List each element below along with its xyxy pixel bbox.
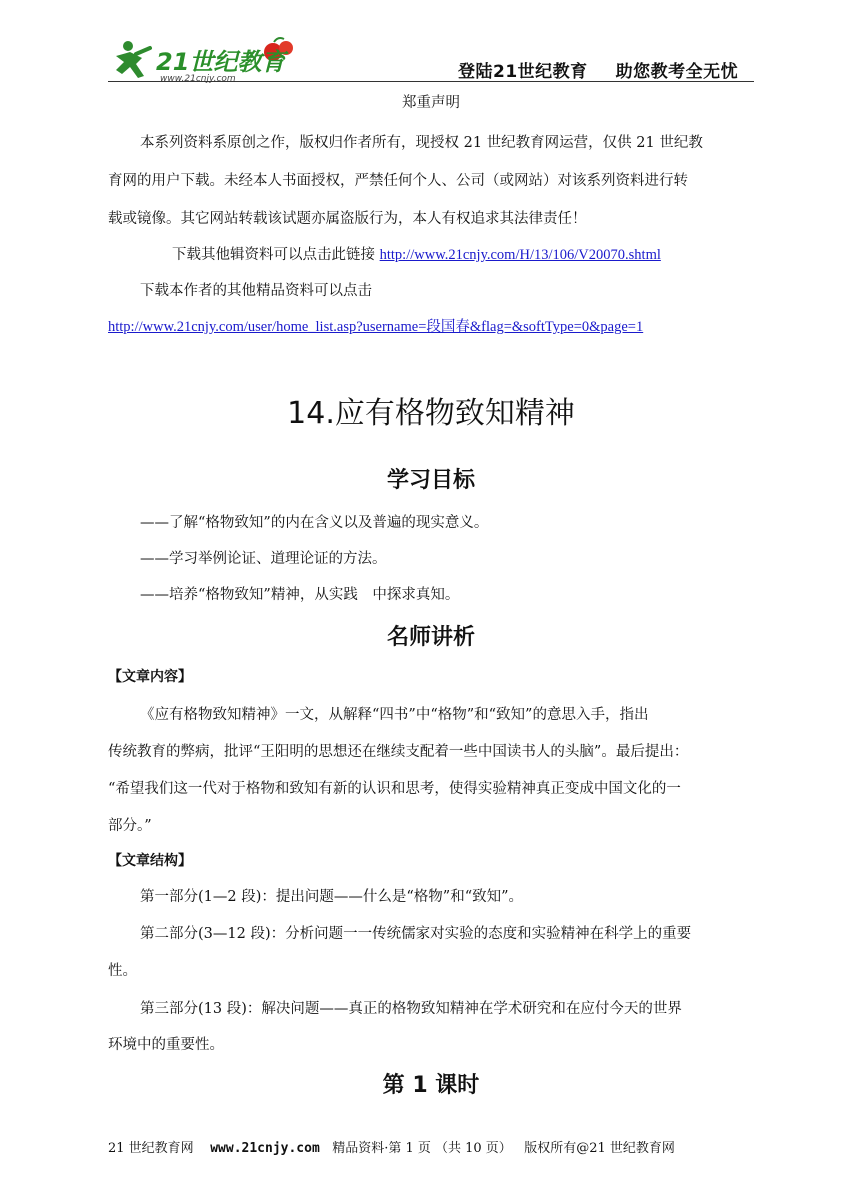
logo-url-text: www.21cnjy.com <box>160 74 236 84</box>
goals-heading: 学习目标 <box>386 468 475 493</box>
footer-page-info: 精品资料·第 1 页 （共 10 页） <box>332 1141 512 1156</box>
content-line-1: 《应有格物致知精神》一文，从解释“四书”中“格物”和“致知”的意思入手，指出 <box>140 707 649 723</box>
page-footer <box>108 1140 675 1158</box>
header-divider <box>108 81 754 82</box>
goal-item-1: ——了解“格物致知”的内在含义以及普遍的现实意义。 <box>140 515 489 531</box>
logo-text: 21世纪教育 <box>156 48 286 76</box>
slogan-right: 助您教考全无忧 <box>615 62 739 82</box>
lesson-1-heading: 第 1 课时 <box>382 1073 480 1098</box>
slogan-left: 登陆21世纪教育 <box>458 62 588 82</box>
footer-copyright: 版权所有@21 世纪教育网 <box>524 1141 675 1156</box>
structure-line-3: 性。 <box>108 963 137 979</box>
notice-line-3: 载或镜像。其它网站转载该试题亦属盗版行为，本人有权追求其法律责任！ <box>108 211 587 227</box>
download-line-2 <box>108 317 643 337</box>
download-1-label: 下载其他辑资料可以点击此链接 <box>172 247 380 263</box>
download-2-link[interactable]: http://www.21cnjy.com/user/home_list.asp?username=段国春&flag=&softType=0&page=1 <box>108 319 644 335</box>
footer-site: www.21cnjy.com <box>210 1141 320 1156</box>
lesson-title: 14.应有格物致知精神 <box>287 396 575 431</box>
content-label: 【文章内容】 <box>108 669 192 685</box>
lecture-heading: 名师讲析 <box>386 625 475 650</box>
structure-line-4: 第三部分(13 段)：解决问题——真正的格物致知精神在学术研究和在应付今天的世界 <box>140 1001 682 1017</box>
download-2-label: 下载本作者的其他精品资料可以点击 <box>140 283 372 299</box>
footer-left: 21 世纪教育网 <box>108 1141 194 1156</box>
goal-item-2: ——学习举例论证、道理论证的方法。 <box>140 551 387 567</box>
structure-label: 【文章结构】 <box>108 853 192 869</box>
download-1-link[interactable]: http://www.21cnjy.com/H/13/106/V20070.shtml <box>379 247 661 263</box>
structure-line-2: 第二部分(3—12 段)：分析问题一一传统儒家对实验的态度和实验精神在科学上的重要 <box>140 926 692 942</box>
logo-graphic <box>108 34 308 84</box>
download-line-1 <box>172 245 661 265</box>
notice-line-2: 育网的用户下载。未经本人书面授权，严禁任何个人、公司（或网站）对该系列资料进行转 <box>108 173 688 189</box>
structure-line-5: 环境中的重要性。 <box>108 1037 224 1053</box>
notice-title: 郑重声明 <box>402 95 460 111</box>
goal-item-3: ——培养“格物致知”精神，从实践 中探求真知。 <box>140 587 460 603</box>
notice-line-1: 本系列资料系原创之作，版权归作者所有，现授权 21 世纪教育网运营，仅供 21 世纪教 <box>140 135 703 151</box>
content-line-3: “希望我们这一代对于格物和致知有新的认识和思考，使得实验精神真正变成中国文化的一 <box>108 781 681 797</box>
structure-line-1: 第一部分(1—2 段)：提出问题——什么是“格物”和“致知”。 <box>140 889 524 905</box>
header-slogan <box>458 57 738 82</box>
site-logo <box>108 34 308 84</box>
content-line-4: 部分。” <box>108 818 152 834</box>
content-line-2: 传统教育的弊病，批评“王阳明的思想还在继续支配着一些中国读书人的头脑”。最后提出： <box>108 744 689 760</box>
